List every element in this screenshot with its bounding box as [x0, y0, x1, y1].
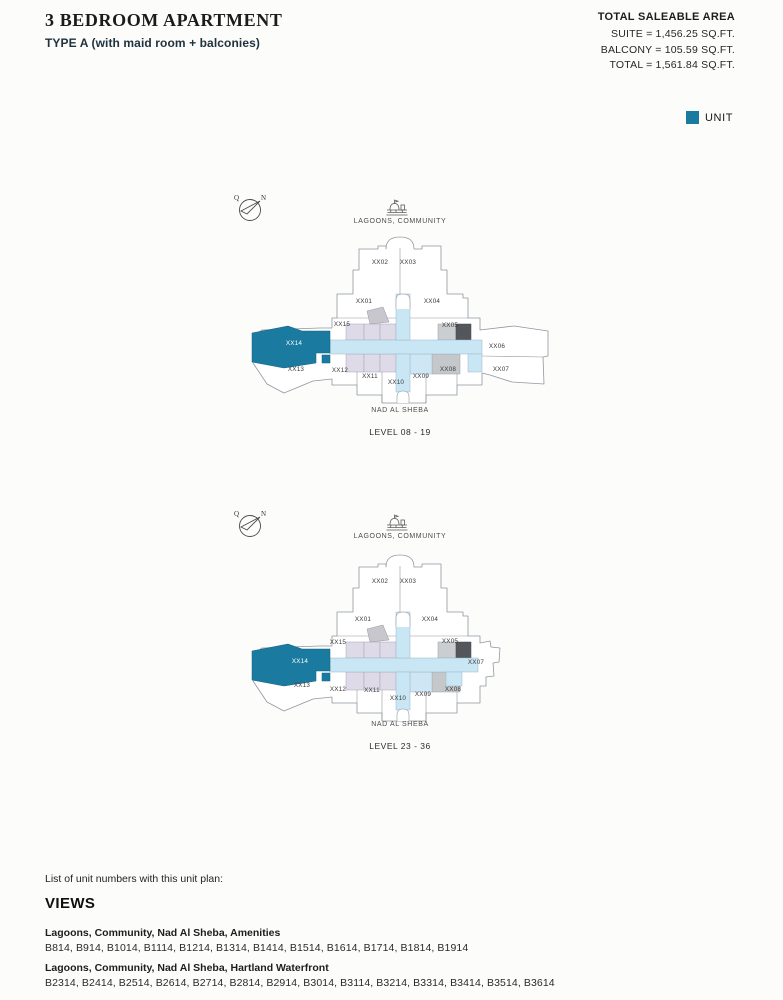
keyplan-level-23-36: [250, 550, 550, 728]
unit-label: XX02: [371, 259, 389, 266]
unit-label: XX03: [399, 259, 417, 266]
view-group2-units: B2314, B2414, B2514, B2614, B2714, B2814, B2914, B3014, B3114, B3214, B3314, B3414, B3514, B3614: [45, 977, 555, 989]
total-area: TOTAL = 1,561.84 SQ.FT.: [609, 59, 735, 71]
unit-legend-label: UNIT: [705, 112, 734, 124]
unit-label: XX05: [441, 638, 459, 645]
unit-label: XX07: [467, 659, 485, 666]
unit-label: XX11: [364, 687, 380, 694]
lagoons-landmark-icon: [384, 512, 410, 533]
unit-label: XX09: [414, 691, 432, 698]
unit-label: XX12: [329, 686, 347, 693]
unit-label: XX04: [421, 616, 439, 623]
compass-north-label: N: [261, 510, 267, 518]
unit-label: XX05: [441, 322, 459, 329]
view-group1-units: B814, B914, B1014, B1114, B1214, B1314, B1414, B1514, B1614, B1714, B1814, B1914: [45, 942, 469, 954]
view-group1-title: Lagoons, Community, Nad Al Sheba, Amenities: [45, 927, 281, 939]
unit-label: XX03: [399, 578, 417, 585]
unit-label: XX15: [329, 639, 347, 646]
unit-label: XX15: [333, 321, 351, 328]
unit-label: XX09: [412, 373, 430, 380]
unit-label: XX04: [423, 298, 441, 305]
unit-label: XX13: [287, 366, 305, 373]
compass-q-label: Q: [234, 194, 240, 202]
page-subtitle: TYPE A (with maid room + balconies): [45, 36, 260, 50]
balcony-area: BALCONY = 105.59 SQ.FT.: [600, 43, 735, 56]
unit-label: XX13: [293, 682, 311, 689]
unit-list-intro: List of unit numbers with this unit plan:: [45, 873, 224, 885]
unit-label: XX02: [371, 578, 389, 585]
view-group2-title: Lagoons, Community, Nad Al Sheba, Hartland Waterfront: [45, 962, 329, 974]
unit-legend-swatch: [686, 111, 699, 124]
unit-label: XX07: [492, 366, 510, 373]
compass-north-label: N: [261, 194, 267, 202]
unit-label: XX10: [389, 695, 407, 702]
unit-label: XX11: [362, 373, 378, 380]
plan1-context-label-bottom: NAD AL SHEBA: [371, 407, 429, 414]
unit-label: XX10: [387, 379, 405, 386]
saleable-area-heading: TOTAL SALEABLE AREA: [597, 11, 735, 23]
unit-label: XX01: [354, 616, 372, 623]
plan2-context-label-bottom: NAD AL SHEBA: [371, 721, 429, 728]
lagoons-landmark-icon: [384, 197, 410, 218]
unit-label: XX08: [439, 366, 457, 373]
unit-label: XX01: [355, 298, 373, 305]
plan1-context-label-top: LAGOONS, COMMUNITY: [353, 218, 447, 225]
plan1-level-caption: LEVEL 08 - 19: [369, 427, 431, 437]
plan2-context-label-top: LAGOONS, COMMUNITY: [353, 533, 447, 540]
page-title: 3 BEDROOM APARTMENT: [45, 10, 283, 30]
saleable-area-block: [598, 11, 735, 74]
keyplan-level-08-19: [250, 232, 550, 410]
unit-label: XX14: [285, 340, 303, 347]
views-heading: VIEWS: [45, 895, 96, 912]
suite-area: SUITE = 1,456.25 SQ.FT.: [611, 28, 735, 40]
unit-label: XX06: [488, 343, 506, 350]
unit-label: XX08: [444, 686, 462, 693]
unit-label: XX14: [291, 658, 309, 665]
plan2-level-caption: LEVEL 23 - 36: [369, 741, 431, 751]
unit-label: XX12: [331, 367, 349, 374]
compass-q-label: Q: [234, 510, 240, 518]
